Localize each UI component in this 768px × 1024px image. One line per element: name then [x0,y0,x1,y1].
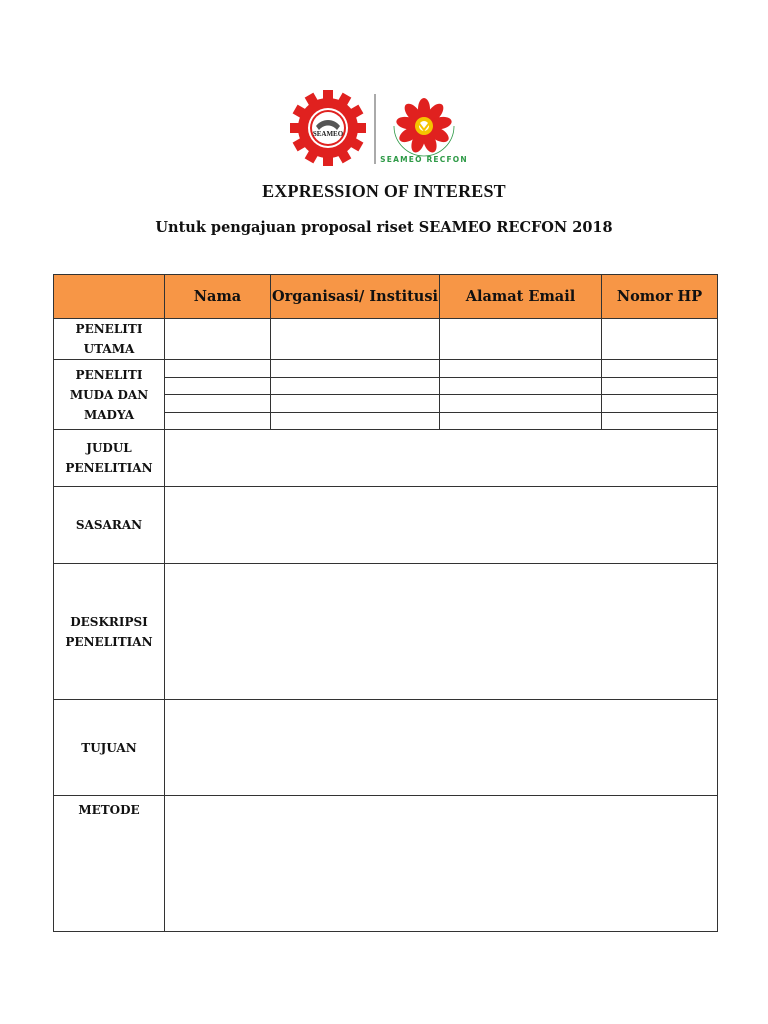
label-sasaran: SASARAN [54,487,165,564]
input-nama-utama[interactable] [165,319,271,360]
input-nama-muda-3[interactable] [165,395,271,413]
input-sasaran[interactable] [165,487,718,564]
input-email-muda-4[interactable] [440,413,602,430]
input-hp-muda-3[interactable] [602,395,718,413]
seameo-logos [290,88,490,168]
input-nama-muda-4[interactable] [165,413,271,430]
row-judul [54,430,718,487]
header-organisasi: Organisasi/ Institusi [271,275,440,319]
input-email-utama[interactable] [440,319,602,360]
eoi-form-table [53,274,718,932]
header-empty-cell [54,275,165,319]
label-tujuan: TUJUAN [54,700,165,796]
label-peneliti-muda: PENELITI MUDA DAN MADYA [54,360,165,430]
input-hp-utama[interactable] [602,319,718,360]
recfon-logo-text: SEAMEO RECFON [380,155,468,164]
input-judul-penelitian[interactable] [165,430,718,487]
label-peneliti-utama: PENELITI UTAMA [54,319,165,360]
input-organisasi-muda-3[interactable] [271,395,440,413]
row-metode [54,796,718,932]
row-peneliti-muda-1 [54,360,718,378]
page-title: EXPRESSION OF INTEREST [262,181,506,201]
row-deskripsi [54,564,718,700]
input-nama-muda-2[interactable] [165,378,271,395]
header-alamat-email: Alamat Email [440,275,602,319]
table-header-row [54,275,718,319]
input-tujuan[interactable] [165,700,718,796]
input-organisasi-muda-1[interactable] [271,360,440,378]
input-organisasi-muda-2[interactable] [271,378,440,395]
input-metode[interactable] [165,796,718,932]
header-logos [290,88,490,168]
seameo-gear-logo [290,90,366,166]
header-nomor-hp: Nomor HP [602,275,718,319]
input-organisasi-utama[interactable] [271,319,440,360]
row-tujuan [54,700,718,796]
label-metode: METODE [54,796,165,932]
input-organisasi-muda-4[interactable] [271,413,440,430]
input-email-muda-1[interactable] [440,360,602,378]
input-hp-muda-2[interactable] [602,378,718,395]
input-deskripsi-penelitian[interactable] [165,564,718,700]
input-email-muda-2[interactable] [440,378,602,395]
recfon-flower-logo [380,98,468,164]
label-judul-penelitian: JUDUL PENELITIAN [54,430,165,487]
input-email-muda-3[interactable] [440,395,602,413]
label-deskripsi-penelitian: DESKRIPSI PENELITIAN [54,564,165,700]
input-nama-muda-1[interactable] [165,360,271,378]
row-sasaran [54,487,718,564]
header-nama: Nama [165,275,271,319]
input-hp-muda-4[interactable] [602,413,718,430]
input-hp-muda-1[interactable] [602,360,718,378]
row-peneliti-utama [54,319,718,360]
page-subtitle: Untuk pengajuan proposal riset SEAMEO RECFON 2018 [155,219,613,236]
seameo-logo-text: SEAMEO [312,130,344,138]
